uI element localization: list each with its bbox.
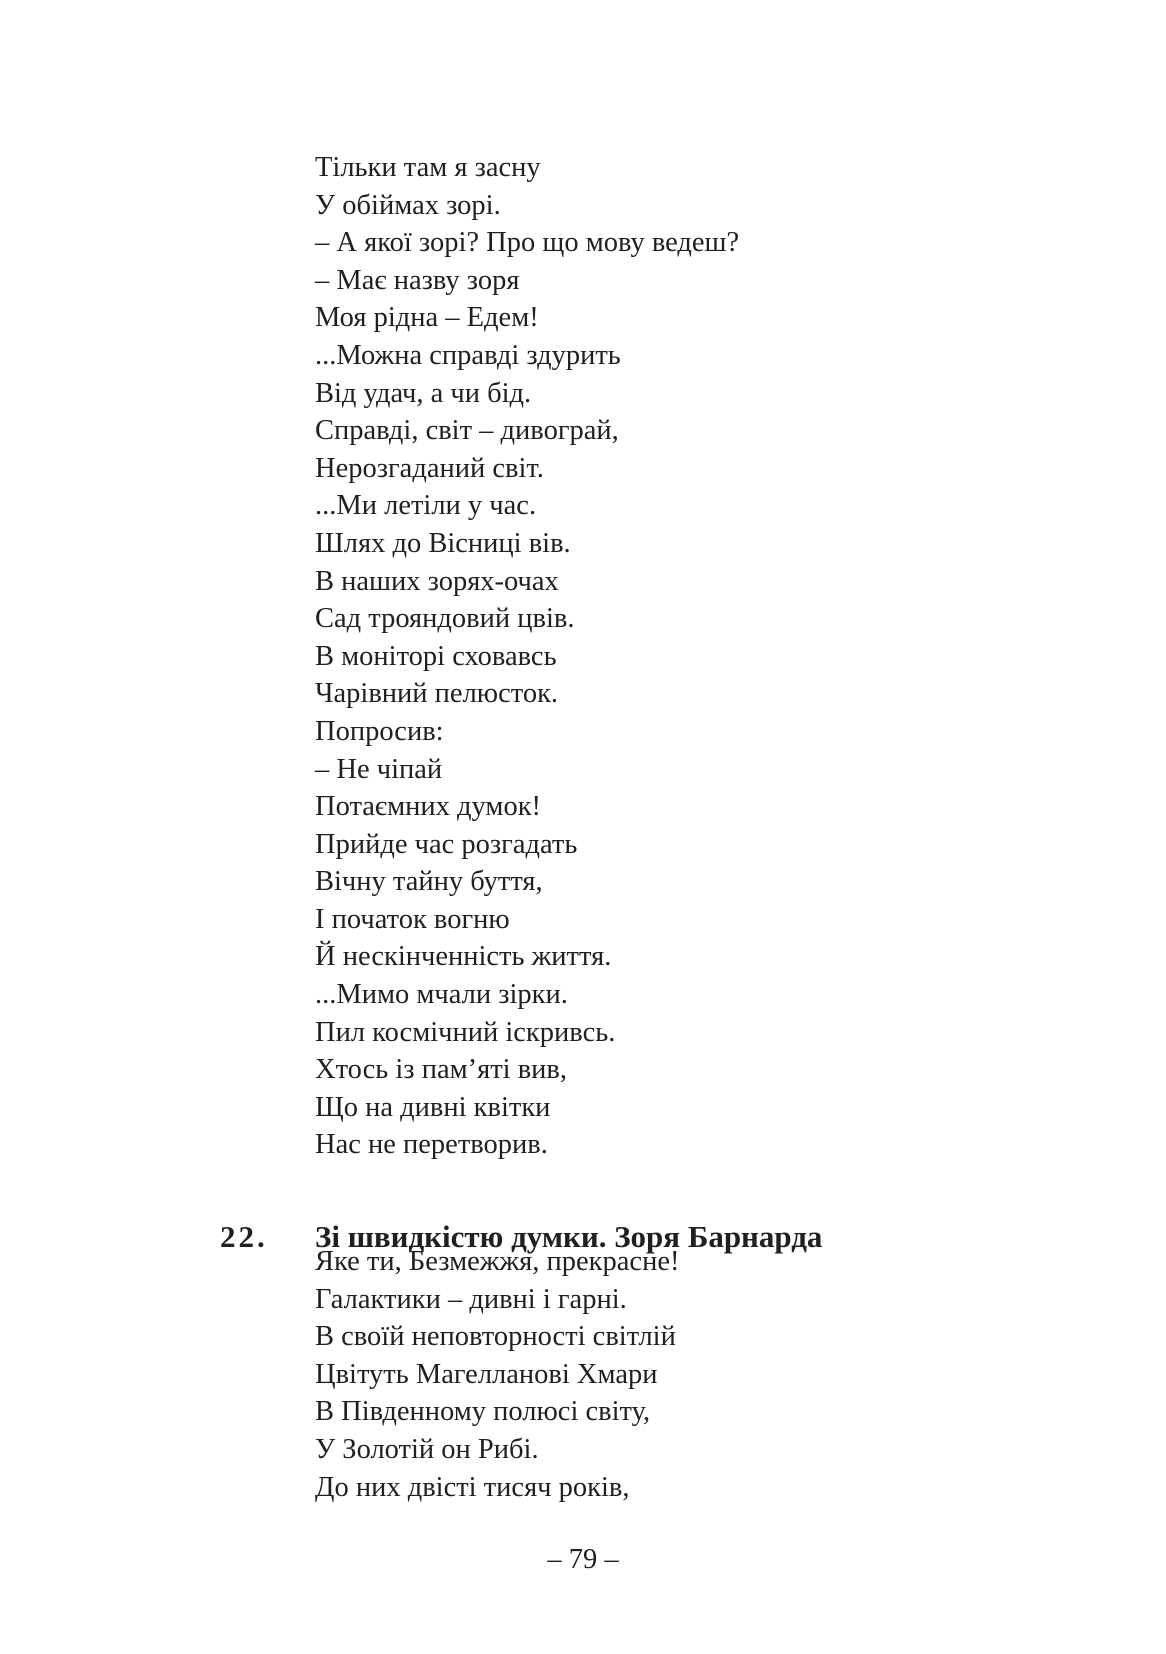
page-number: – 79 – <box>547 1544 619 1575</box>
poem-line: Пил космічний іскривсь. <box>315 1016 616 1048</box>
poem-line: Хтось із пам’яті вив, <box>315 1054 568 1086</box>
poem-line: – Має назву зоря <box>315 264 520 296</box>
section-title: Зі швидкістю думки. Зоря Барнарда <box>315 1218 823 1254</box>
poem-continuation <box>315 149 739 1164</box>
poem-line: Чарівний пелюсток. <box>315 678 559 710</box>
poem-line: ...Можна справді здурить <box>315 339 621 371</box>
poem-line: Вічну тайну буття, <box>315 866 543 898</box>
poem-line: Прийде час розгадать <box>315 828 578 860</box>
poem-line: В наших зорях-очах <box>315 565 559 597</box>
poem-line: У Золотій он Рибі. <box>315 1433 539 1465</box>
poem-line: Від удач, а чи бід. <box>315 377 532 409</box>
poem-line: – Не чіпай <box>315 753 443 785</box>
poem-line: В моніторі сховавсь <box>315 640 557 672</box>
poem-line: Й нескінченність життя. <box>315 941 612 973</box>
poem-line: Моя рідна – Едем! <box>315 302 539 334</box>
poem-line: І початок вогню <box>315 903 510 935</box>
poem-line: У обіймах зорі. <box>315 189 501 221</box>
poem-line: ...Ми летіли у час. <box>315 490 537 522</box>
poem-line: В своїй неповторності світлій <box>315 1321 676 1353</box>
poem-line: Галактики – дивні і гарні. <box>315 1283 627 1315</box>
poem-line: Сад трояндовий цвів. <box>315 603 575 635</box>
poem-line: Нерозгаданий світ. <box>315 452 544 484</box>
poem-line: Попросив: <box>315 715 444 747</box>
poem-line: Справді, світ – дивограй, <box>315 415 619 447</box>
poem-line: Потаємних думок! <box>315 791 542 823</box>
poem-line: Нас не перетворив. <box>315 1129 548 1161</box>
poem-line: В Південному полюсі світу, <box>315 1396 651 1428</box>
section-number: 22. <box>220 1218 268 1254</box>
poem-line: Що на дивні квітки <box>315 1091 551 1123</box>
poem-line: – А якої зорі? Про що мову ведеш? <box>315 227 740 259</box>
poem-line: Цвітуть Магелланові Хмари <box>315 1358 658 1390</box>
poem-line: ...Мимо мчали зірки. <box>315 979 568 1011</box>
poem-stanza <box>315 1243 679 1506</box>
poem-line: Шлях до Вісниці вів. <box>315 527 571 559</box>
poem-line: Тільки там я засну <box>315 152 541 183</box>
poem-line: До них двісті тисяч років, <box>315 1471 630 1503</box>
poem-line: Яке ти, Безмежжя, прекрасне! <box>315 1246 680 1277</box>
